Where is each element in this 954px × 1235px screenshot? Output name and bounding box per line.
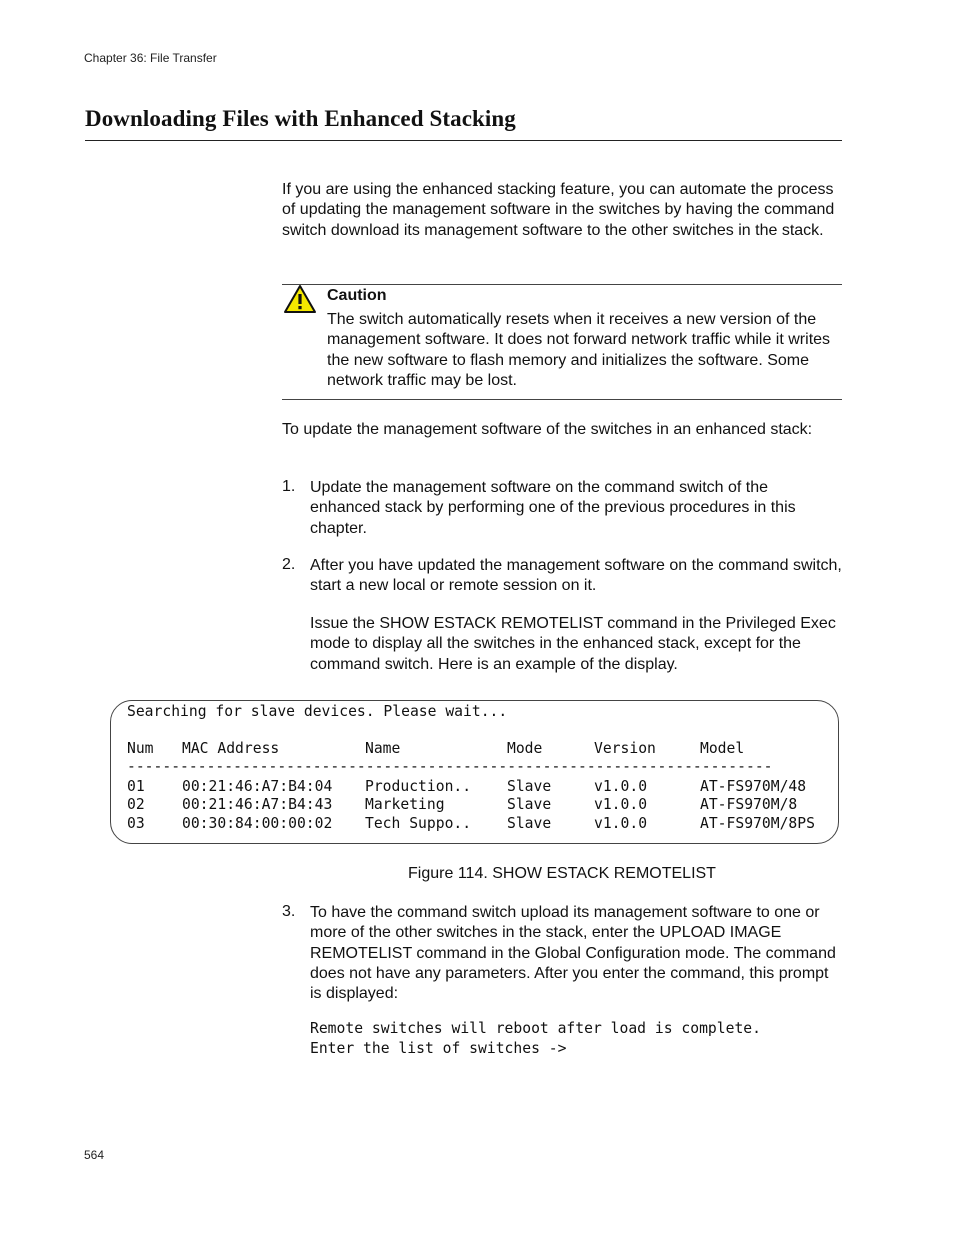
row-mode: Slave <box>507 815 552 832</box>
intro-paragraph: If you are using the enhanced stacking feature, you can automate the process of updating the management software in the switches by having the command switch download its management software to the other switches in the stack. <box>282 181 835 239</box>
step-text: Update the management software on the command switch of the enhanced stack by performing one of the previous procedures in this chapter. <box>310 479 796 537</box>
figure-caption: Figure 114. SHOW ESTACK REMOTELIST <box>408 865 716 882</box>
title-divider <box>85 140 842 141</box>
row-mode: Slave <box>507 796 552 813</box>
row-mac: 00:30:84:00:00:02 <box>182 815 333 832</box>
row-version: v1.0.0 <box>594 815 648 832</box>
row-model: AT-FS970M/8 <box>700 796 798 813</box>
row-name: Tech Suppo.. <box>365 815 472 832</box>
row-version: v1.0.0 <box>594 778 648 795</box>
code-separator: ------------------------------------------------------------------------- <box>127 758 773 775</box>
caution-body: The switch automatically resets when it receives a new version of the management software. It does not forward network traffic while it writes the new software to flash memory and initializes the software. Some network traffic may be lost. <box>327 311 831 389</box>
step-number: 1. <box>282 478 296 495</box>
col-header-mode: Mode <box>507 740 543 757</box>
col-header-version: Version <box>594 740 656 757</box>
row-model: AT-FS970M/8PS <box>700 815 815 832</box>
row-mode: Slave <box>507 778 552 795</box>
step-number: 3. <box>282 903 296 920</box>
col-header-num: Num <box>127 740 154 757</box>
code-searching-line: Searching for slave devices. Please wait... <box>127 703 508 720</box>
lead-paragraph: To update the management software of the switches in an enhanced stack: <box>282 421 813 438</box>
col-header-name: Name <box>365 740 401 757</box>
section-title: Downloading Files with Enhanced Stacking <box>85 106 516 131</box>
row-num: 02 <box>127 796 145 813</box>
col-header-mac: MAC Address <box>182 740 280 757</box>
prompt-line-2: Enter the list of switches -> <box>310 1040 567 1057</box>
row-num: 03 <box>127 815 145 832</box>
page-number: 564 <box>84 1148 105 1162</box>
caution-bottom-rule <box>282 399 842 400</box>
row-mac: 00:21:46:A7:B4:04 <box>182 778 333 795</box>
warning-triangle-icon <box>283 284 317 314</box>
row-name: Marketing <box>365 796 445 813</box>
step-text: To have the command switch upload its management software to one or more of the other switches in the stack, enter the UPLOAD IMAGE REMOTELIST command in the Global Configuration mode. The command does not have any parameters. After you enter the command, this prompt is displayed: <box>310 904 836 1003</box>
prompt-line-1: Remote switches will reboot after load is complete. <box>310 1020 761 1037</box>
row-model: AT-FS970M/48 <box>700 778 807 795</box>
row-name: Production.. <box>365 778 472 795</box>
row-num: 01 <box>127 778 145 795</box>
step-extra-text: Issue the SHOW ESTACK REMOTELIST command in the Privileged Exec mode to display all the switches in the enhanced stack, except for the command switch. Here is an example of the display. <box>310 615 836 673</box>
step-number: 2. <box>282 556 296 573</box>
caution-title: Caution <box>327 287 387 304</box>
step-text: After you have updated the management software on the command switch, start a new local or remote session on it. <box>310 557 842 595</box>
col-header-model: Model <box>700 740 745 757</box>
caution-top-rule <box>282 284 842 285</box>
row-version: v1.0.0 <box>594 796 648 813</box>
chapter-header: Chapter 36: File Transfer <box>84 51 217 65</box>
row-mac: 00:21:46:A7:B4:43 <box>182 796 333 813</box>
